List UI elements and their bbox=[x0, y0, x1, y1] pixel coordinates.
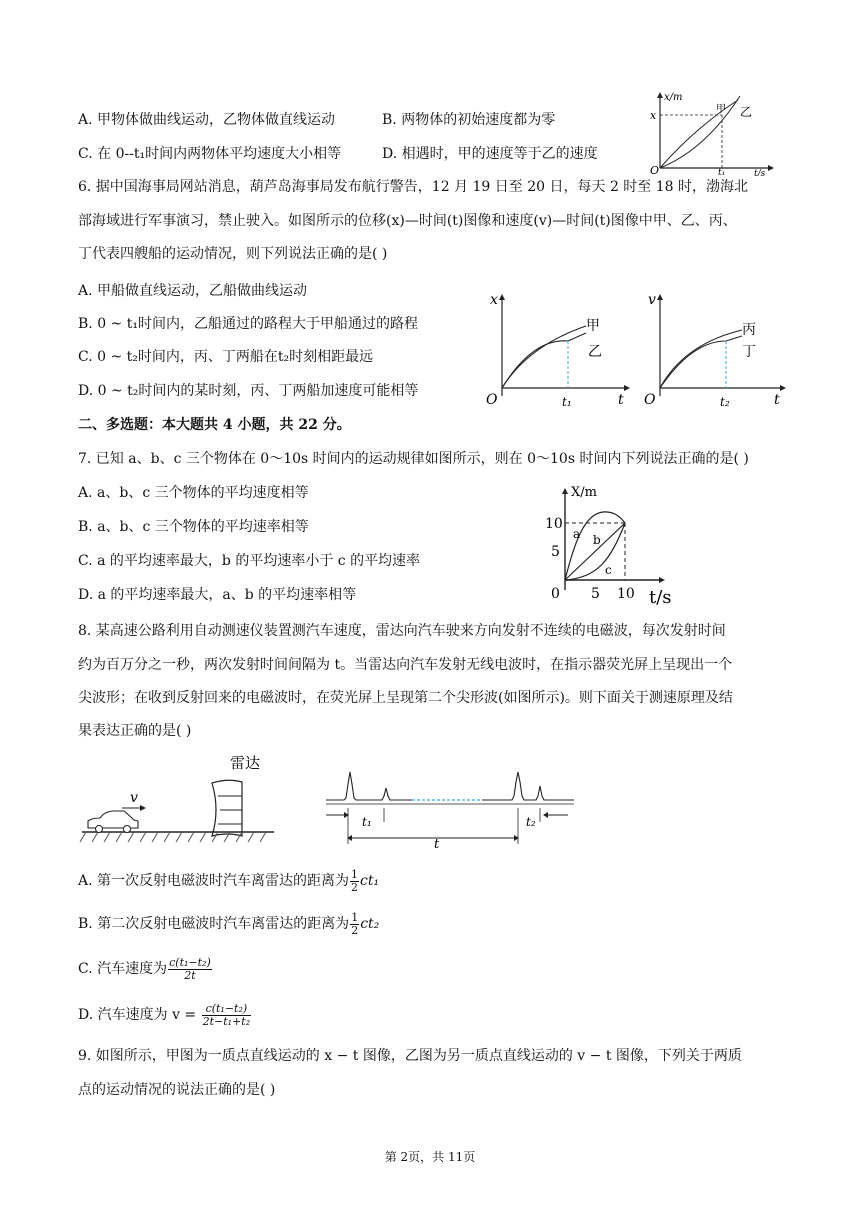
q8-option-d-numerator: c(t₁−t₂) bbox=[202, 1003, 252, 1016]
q5-xt-graph bbox=[640, 88, 780, 176]
q8-velocity-label: v bbox=[130, 790, 138, 806]
q6v-t2-mark: t₂ bbox=[720, 395, 730, 409]
q8-option-d-text: D. 汽车速度为 v = bbox=[78, 1007, 201, 1023]
q7-x-tick-5: 5 bbox=[591, 586, 600, 602]
q5-option-d: D. 相遇时，甲的速度等于乙的速度 bbox=[382, 146, 598, 162]
q5-option-c: C. 在 0--t₁时间内两物体平均速度大小相等 bbox=[78, 146, 342, 162]
q7-option-a: A. a、b、c 三个物体的平均速度相等 bbox=[78, 485, 309, 501]
q6v-origin: O bbox=[644, 392, 656, 408]
q8-option-a-denominator: 2 bbox=[351, 880, 359, 894]
q5-yi-label: 乙 bbox=[740, 105, 753, 119]
q5-origin: O bbox=[650, 164, 660, 176]
q8-stem-line-4: 果表达正确的是( ) bbox=[78, 723, 192, 739]
q5-option-a: A. 甲物体做曲线运动，乙物体做直线运动 bbox=[78, 112, 336, 128]
q6-option-b: B. 0 ~ t₁时间内，乙船通过的路程大于甲船通过的路程 bbox=[78, 316, 418, 332]
q6-option-d: D. 0 ~ t₂时间内的某时刻，丙、丁两船加速度可能相等 bbox=[78, 383, 419, 399]
q7-option-d: D. a 的平均速率最大，a、b 的平均速率相等 bbox=[78, 587, 357, 603]
q8-car-radar-figure bbox=[78, 748, 282, 848]
q6v-x-label: t bbox=[774, 392, 780, 408]
q6x-yi-label: 乙 bbox=[588, 344, 602, 360]
q8-option-a bbox=[78, 868, 379, 894]
q7-curve-c-label: c bbox=[605, 563, 612, 577]
q7-curve-a-label: a bbox=[573, 527, 581, 541]
q6v-y-label: v bbox=[648, 292, 656, 308]
q7-x-tick-10: 10 bbox=[617, 586, 635, 602]
q8-option-b-text: B. 第二次反射电磁波时汽车离雷达的距离为 bbox=[78, 916, 350, 932]
q8-t2-label: t₂ bbox=[526, 815, 536, 829]
q7-y-label: X/m bbox=[571, 485, 597, 500]
q6x-y-label: x bbox=[490, 292, 498, 308]
q8-option-a-tail: ct₁ bbox=[360, 873, 380, 889]
q5-y-label: x/m bbox=[664, 92, 683, 103]
q6-vt-graph bbox=[640, 286, 790, 410]
q8-t-label: t bbox=[434, 837, 440, 850]
q6x-origin: O bbox=[486, 392, 498, 408]
q8-t1-label: t₁ bbox=[362, 815, 372, 829]
q5-jia-label: 甲 bbox=[716, 104, 726, 115]
q6v-bing-label: 丙 bbox=[742, 322, 756, 338]
q6v-ding-label: 丁 bbox=[742, 344, 756, 360]
q7-stem: 7. 已知 a、b、c 三个物体在 0～10s 时间内的运动规律如图所示，则在 0～10s 时间内下列说法正确的是( ) bbox=[78, 451, 749, 467]
q8-option-b-denominator: 2 bbox=[351, 923, 359, 937]
q7-y-tick-10: 10 bbox=[545, 516, 563, 532]
q6x-x-label: t bbox=[618, 392, 624, 408]
q7-x-tick-0: 0 bbox=[551, 586, 560, 602]
q5-x-mark: x bbox=[650, 109, 657, 122]
q7-y-tick-5: 5 bbox=[551, 544, 560, 560]
q6x-t1-mark: t₁ bbox=[562, 395, 572, 409]
q7-curve-b-label: b bbox=[593, 533, 601, 547]
q6-option-c: C. 0 ~ t₂时间内，丙、丁两船在t₂时刻相距最远 bbox=[78, 349, 374, 365]
q8-option-b-numerator: 1 bbox=[351, 910, 359, 924]
q7-option-b: B. a、b、c 三个物体的平均速率相等 bbox=[78, 519, 309, 535]
q8-radar-label: 雷达 bbox=[230, 754, 261, 772]
q6-stem-line-2: 部海域进行军事演习，禁止驶入。如图所示的位移(x)—时间(t)图像和速度(v)—时间(t)图像中甲、乙、丙、 bbox=[78, 213, 737, 229]
q8-option-c-text: C. 汽车速度为 bbox=[78, 961, 168, 977]
q6-stem-line-1: 6. 据中国海事局网站消息，葫芦岛海事局发布航行警告，12 月 19 日至 20 日，每天 2 时至 18 时，渤海北 bbox=[78, 179, 749, 195]
q8-option-d bbox=[78, 1002, 252, 1028]
q8-option-b-tail: ct₂ bbox=[360, 916, 380, 932]
q9-stem-line-2: 点的运动情况的说法正确的是( ) bbox=[78, 1082, 276, 1098]
q8-option-b-fraction bbox=[350, 912, 359, 937]
q8-option-a-numerator: 1 bbox=[351, 867, 359, 881]
page-footer: 第 2页，共 11页 bbox=[384, 1150, 476, 1164]
q9-stem-line-1: 9. 如图所示，甲图为一质点直线运动的 x − t 图像，乙图为另一质点直线运动的 v − t 图像，下列关于两质 bbox=[78, 1048, 742, 1064]
q8-option-c bbox=[78, 956, 213, 982]
q8-stem-line-2: 约为百万分之一秒，两次发射时间间隔为 t。当雷达向汽车发射无线电波时，在指示器荧光屏上呈现出一个 bbox=[78, 657, 733, 673]
q8-option-a-text: A. 第一次反射电磁波时汽车离雷达的距离为 bbox=[78, 873, 350, 889]
q8-option-c-fraction bbox=[168, 957, 212, 982]
q8-stem-line-3: 尖波形；在收到反射回来的电磁波时，在荧光屏上呈现第二个尖形波(如图所示)。则下面关于测速原理及结 bbox=[78, 690, 733, 706]
q8-option-c-denominator: 2t bbox=[184, 968, 196, 982]
q8-option-c-numerator: c(t₁−t₂) bbox=[169, 955, 211, 969]
section-heading: 二、多选题：本大题共 4 小题，共 22 分。 bbox=[78, 417, 351, 433]
q8-stem-line-1: 8. 某高速公路利用自动测速仪装置测汽车速度，雷达向汽车驶来方向发射不连续的电磁波，每次发射时间 bbox=[78, 623, 726, 639]
q6-option-a: A. 甲船做直线运动，乙船做曲线运动 bbox=[78, 283, 308, 299]
q5-t1-mark: t₁ bbox=[718, 168, 726, 176]
q7-option-c: C. a 的平均速率最大，b 的平均速率小于 c 的平均速率 bbox=[78, 553, 421, 569]
q8-option-b bbox=[78, 911, 379, 937]
q7-x-label: t/s bbox=[649, 587, 672, 606]
q8-option-d-fraction bbox=[202, 1003, 252, 1028]
q5-option-b: B. 两物体的初始速度都为零 bbox=[382, 112, 556, 128]
q8-option-a-fraction bbox=[350, 869, 359, 894]
q6x-jia-label: 甲 bbox=[586, 318, 600, 334]
q8-waveform-figure bbox=[322, 768, 578, 850]
q8-option-d-denominator: 2t−t₁+t₂ bbox=[202, 1014, 251, 1028]
q5-x-label: t/s bbox=[754, 169, 766, 176]
q7-xt-graph bbox=[535, 480, 685, 606]
q6-xt-graph bbox=[478, 286, 633, 410]
q6-stem-line-3: 丁代表四艘船的运动情况，则下列说法正确的是( ) bbox=[78, 246, 388, 262]
